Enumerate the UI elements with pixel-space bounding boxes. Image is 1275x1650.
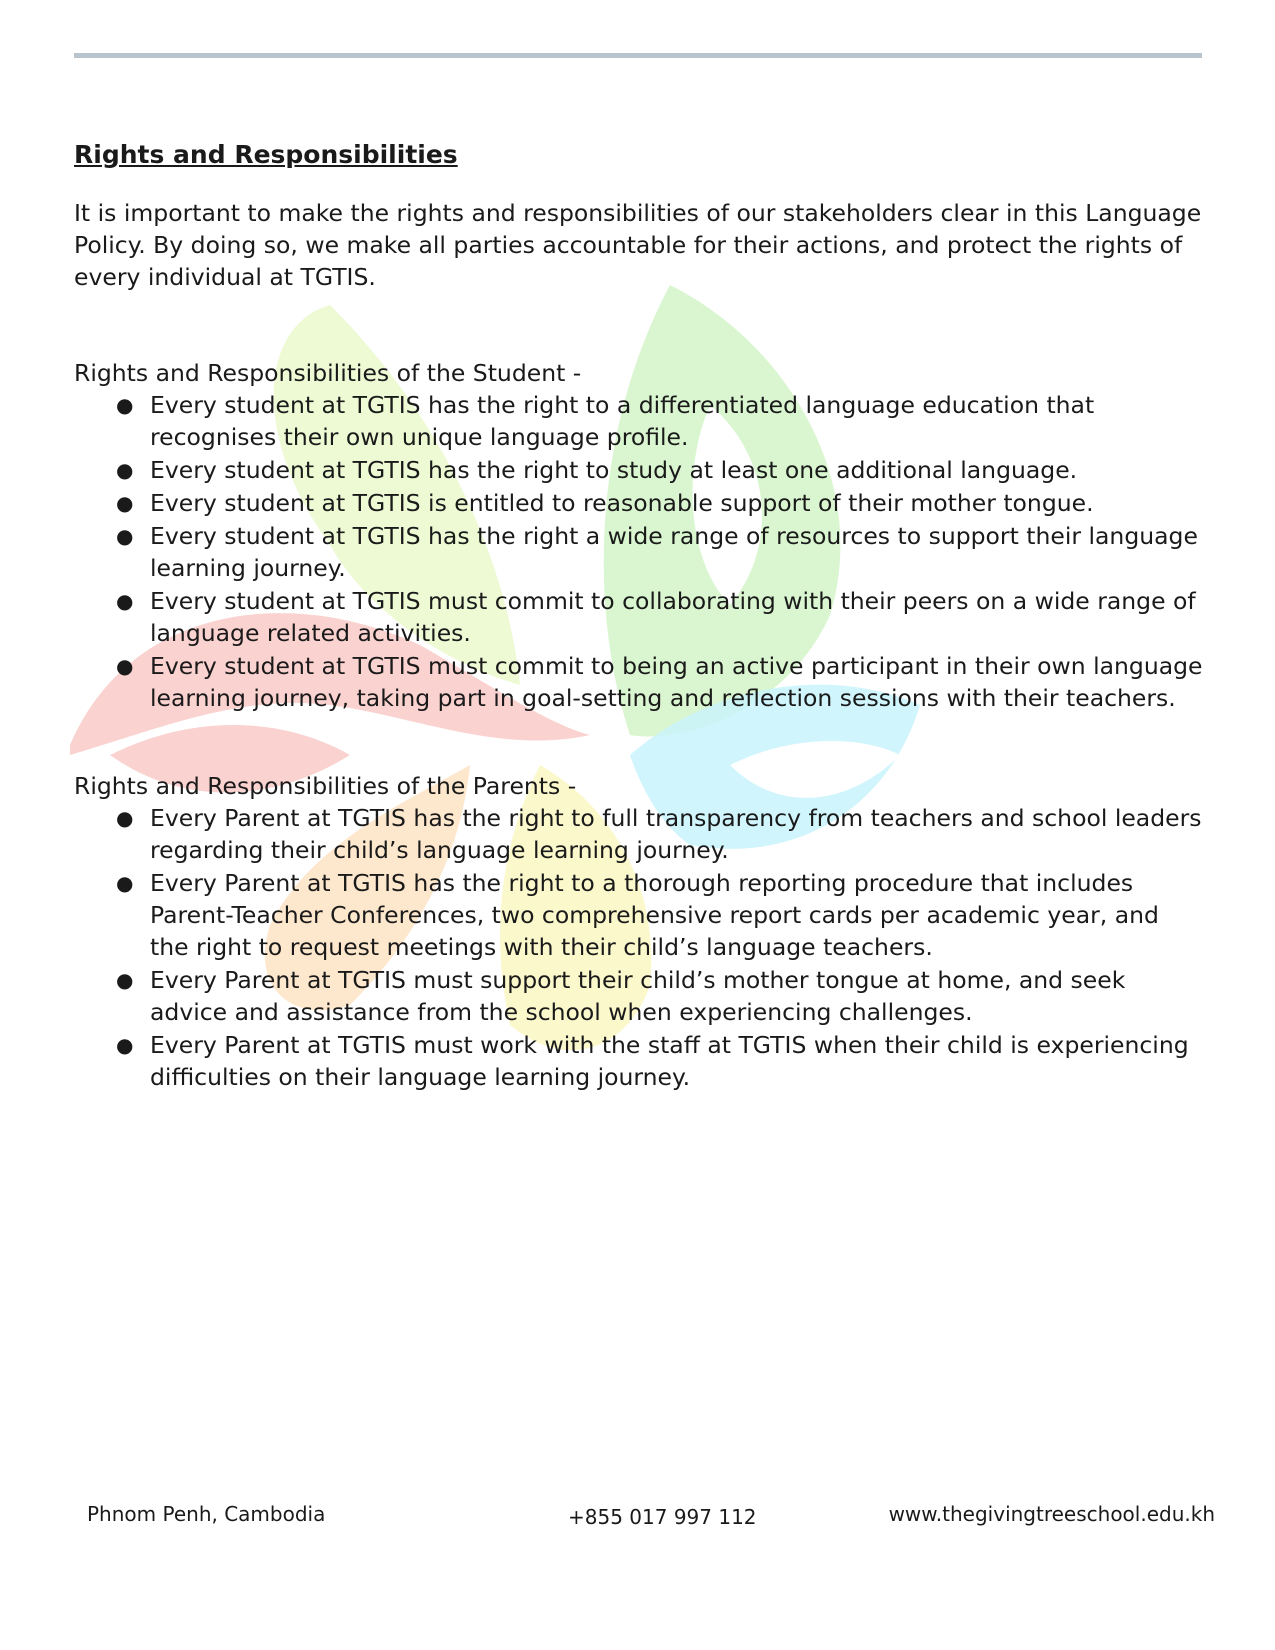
header-rule: [74, 53, 1202, 58]
bullet-dot-icon: ●: [116, 654, 134, 678]
bullet-dot-icon: ●: [116, 1033, 134, 1057]
footer-location: Phnom Penh, Cambodia: [87, 1502, 326, 1526]
bullet-dot-icon: ●: [116, 589, 134, 613]
bullet-dot-icon: ●: [116, 491, 134, 515]
footer-website[interactable]: www.thegivingtreeschool.edu.kh: [888, 1502, 1215, 1526]
bullet-dot-icon: ●: [116, 871, 134, 895]
document-body: [74, 138, 1204, 1094]
list-item: ● Every Parent at TGTIS must work with the staff at TGTIS when their child is experiencing difficulties on their language learning journey.: [116, 1031, 1189, 1091]
footer-phone: +855 017 997 112: [568, 1505, 757, 1529]
student-list: [74, 389, 1204, 714]
list-item: ● Every student at TGTIS has the right to study at least one additional language.: [116, 456, 1078, 484]
list-item: ● Every student at TGTIS has the right to a differentiated language education that recognises their own unique language profile.: [116, 391, 1095, 451]
intro-paragraph: It is important to make the rights and responsibilities of our stakeholders clear in this Language Policy. By doing so, we make all parties accountable for their actions, and protect the rights of every individual at TGTIS.: [74, 199, 1202, 291]
student-section-title: Rights and Responsibilities of the Student -: [74, 359, 582, 387]
bullet-dot-icon: ●: [116, 968, 134, 992]
bullet-dot-icon: ●: [116, 806, 134, 830]
bullet-dot-icon: ●: [116, 458, 134, 482]
parent-list: [74, 802, 1204, 1093]
bullet-dot-icon: ●: [116, 524, 134, 548]
bullet-dot-icon: ●: [116, 393, 134, 417]
list-item: ● Every Parent at TGTIS must support their child’s mother tongue at home, and seek advice and assistance from the school when experiencing challenges.: [116, 966, 1126, 1026]
list-item: ● Every student at TGTIS must commit to collaborating with their peers on a wide range of language related activities.: [116, 587, 1196, 647]
list-item: ● Every student at TGTIS is entitled to reasonable support of their mother tongue.: [116, 489, 1094, 517]
list-item: ● Every student at TGTIS must commit to being an active participant in their own language learning journey, taking part in goal-setting and reflection sessions with their teachers.: [116, 652, 1203, 712]
page-heading: Rights and Responsibilities: [74, 140, 458, 169]
list-item: ● Every Parent at TGTIS has the right to a thorough reporting procedure that includes Parent-Teacher Conferences, two comprehensive report cards per academic year, and the right to request meetings with their child’s language teachers.: [116, 869, 1159, 961]
list-item: ● Every Parent at TGTIS has the right to full transparency from teachers and school leaders regarding their child’s language learning journey.: [116, 804, 1202, 864]
parent-section-title: Rights and Responsibilities of the Parents -: [74, 772, 577, 800]
list-item: ● Every student at TGTIS has the right a wide range of resources to support their language learning journey.: [116, 522, 1198, 582]
